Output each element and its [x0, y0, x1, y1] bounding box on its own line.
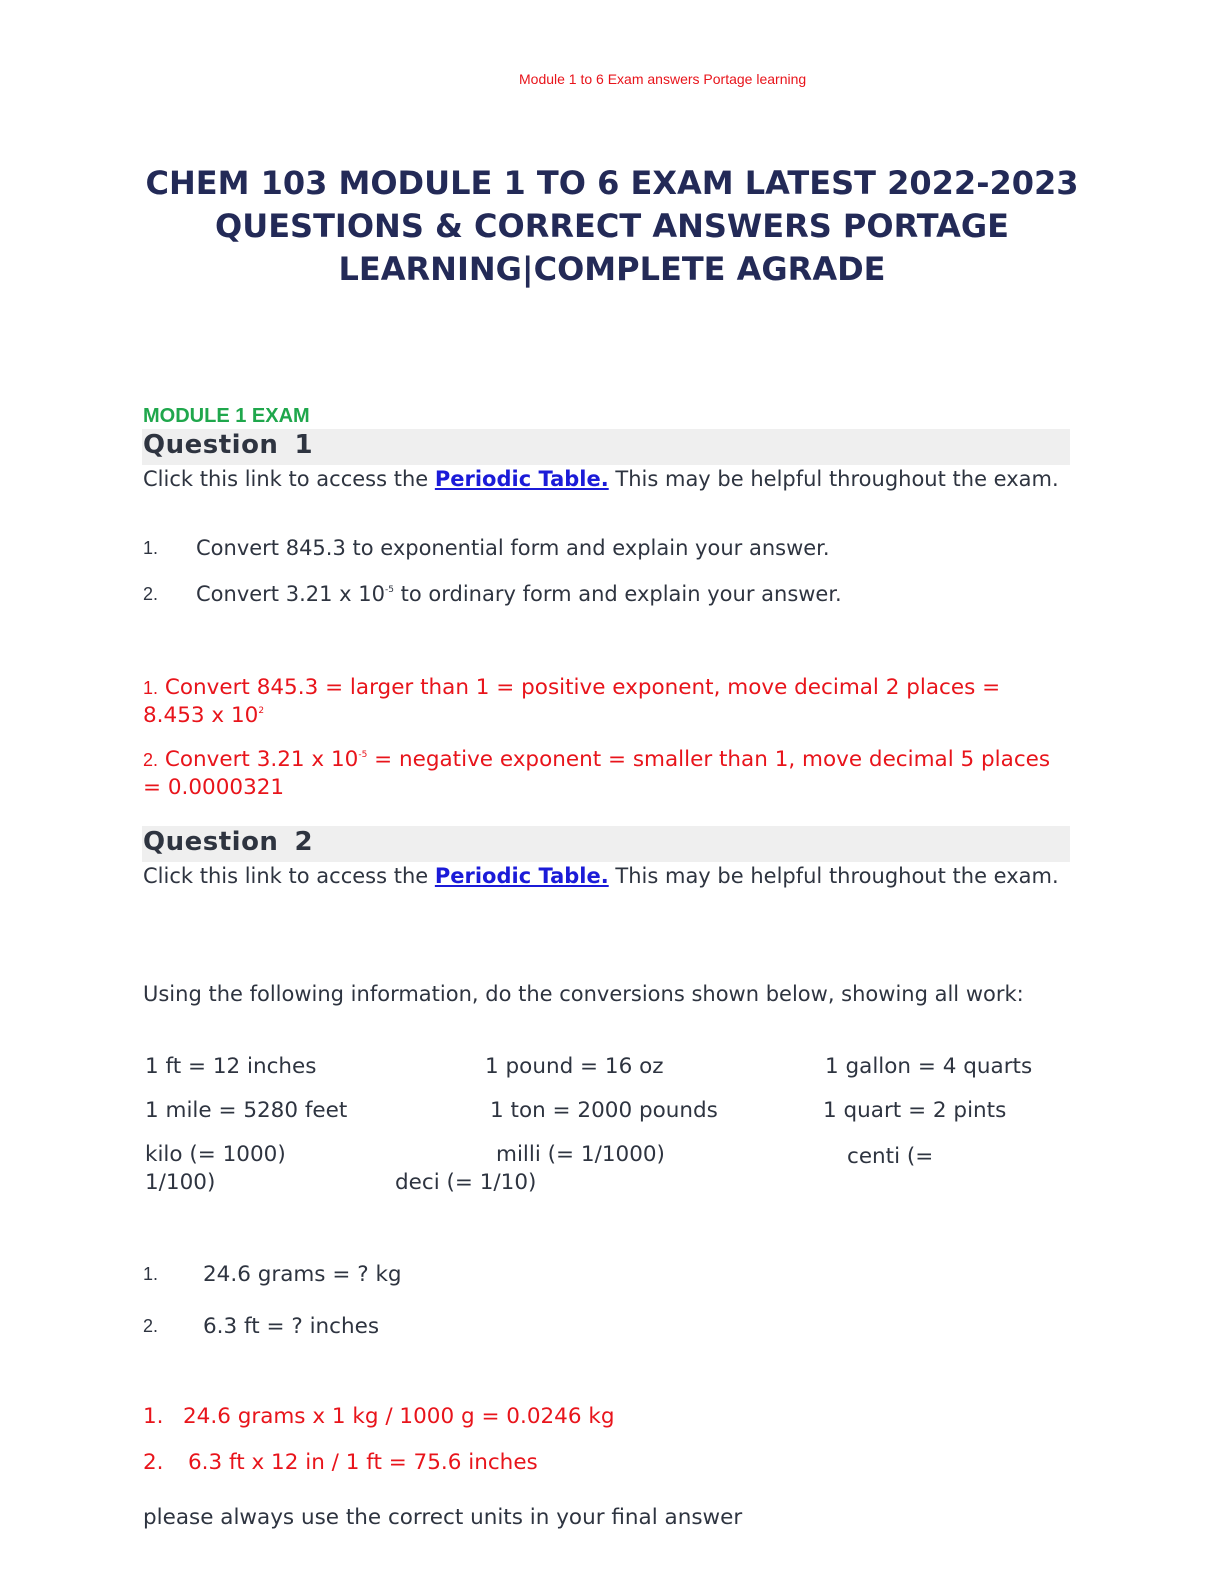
exponent: 2 [258, 706, 265, 716]
intro-text: Click this link to access the [143, 864, 435, 888]
answer-text: 24.6 grams x 1 kg / 1000 g = 0.0246 kg [183, 1404, 615, 1429]
item-text-part: to ordinary form and explain your answer. [393, 582, 842, 606]
item-number: 1. [143, 1264, 159, 1284]
periodic-table-link[interactable]: Periodic Table. [434, 864, 609, 888]
question-item [143, 538, 158, 559]
instructions: Using the following information, do the conversions shown below, showing all work: [143, 982, 1024, 1006]
question-label: Question [143, 430, 279, 460]
question-number: 1 [294, 430, 314, 460]
question-title [143, 430, 313, 460]
question-item [143, 1264, 158, 1285]
question-intro [143, 465, 1063, 493]
prefix-milli: milli (= 1/1000) [496, 1142, 665, 1167]
intro-text: This may be helpful throughout the exam. [608, 864, 1059, 888]
answer-text: Convert 3.21 x 10 [158, 747, 359, 772]
item-text: Convert 845.3 to exponential form and explain your answer. [196, 536, 830, 560]
question-item [143, 584, 158, 605]
intro-text: This may be helpful throughout the exam. [608, 467, 1059, 491]
prefix-centi: centi (= [847, 1144, 934, 1169]
item-number: 2. [143, 584, 159, 604]
answer-text: 6.3 ft x 12 in / 1 ft = 75.6 inches [188, 1450, 538, 1475]
exponent: -5 [384, 585, 394, 595]
item-number: 1. [143, 538, 159, 558]
answer [143, 746, 1068, 801]
prefix-deci: deci (= 1/10) [395, 1170, 537, 1195]
item-text-part: Convert 3.21 x 10 [196, 582, 385, 606]
question-label: Question [143, 827, 279, 857]
title-line: LEARNING|COMPLETE AGRADE [338, 250, 886, 288]
answer-number: 1. [143, 1404, 164, 1429]
item-number: 2. [143, 1316, 159, 1336]
conversion-fact: 1 ton = 2000 pounds [490, 1098, 718, 1123]
prefix-kilo: kilo (= 1000) [145, 1142, 286, 1167]
exponent: -5 [358, 750, 368, 760]
intro-text: Click this link to access the [143, 467, 435, 491]
answer-text: Convert 845.3 = larger than 1 = positive exponent, move decimal 2 places = 8.453 x 10 [143, 675, 1001, 728]
conversion-fact: 1 pound = 16 oz [485, 1054, 664, 1079]
answer-number: 2. [143, 1450, 164, 1475]
answer-number: 2. [143, 750, 159, 770]
periodic-table-link[interactable]: Periodic Table. [434, 467, 609, 491]
header-note: Module 1 to 6 Exam answers Portage learning [519, 71, 807, 87]
conversion-fact: 1 gallon = 4 quarts [825, 1054, 1033, 1079]
footer-note: please always use the correct units in your final answer [143, 1505, 743, 1530]
prefix-centi-value: 1/100) [145, 1170, 216, 1195]
question-item [143, 1316, 158, 1337]
title-line: QUESTIONS & CORRECT ANSWERS PORTAGE [215, 207, 1009, 245]
document-title [120, 162, 1104, 291]
item-text: 24.6 grams = ? kg [203, 1262, 402, 1287]
question-intro [143, 862, 1063, 890]
question-number: 2 [294, 827, 314, 857]
module-heading: MODULE 1 EXAM [143, 405, 310, 427]
item-text [196, 582, 842, 606]
answer [143, 674, 1068, 729]
conversion-fact: 1 mile = 5280 feet [145, 1098, 348, 1123]
title-line: CHEM 103 MODULE 1 TO 6 EXAM LATEST 2022-2023 [145, 164, 1079, 202]
conversion-fact: 1 ft = 12 inches [145, 1054, 317, 1079]
conversion-fact: 1 quart = 2 pints [823, 1098, 1007, 1123]
question-title [143, 827, 313, 857]
answer-number: 1. [143, 678, 159, 698]
item-text: 6.3 ft = ? inches [203, 1314, 380, 1339]
answer-text: = negative exponent = smaller than 1, move decimal 5 places = 0.0000321 [143, 747, 1051, 800]
